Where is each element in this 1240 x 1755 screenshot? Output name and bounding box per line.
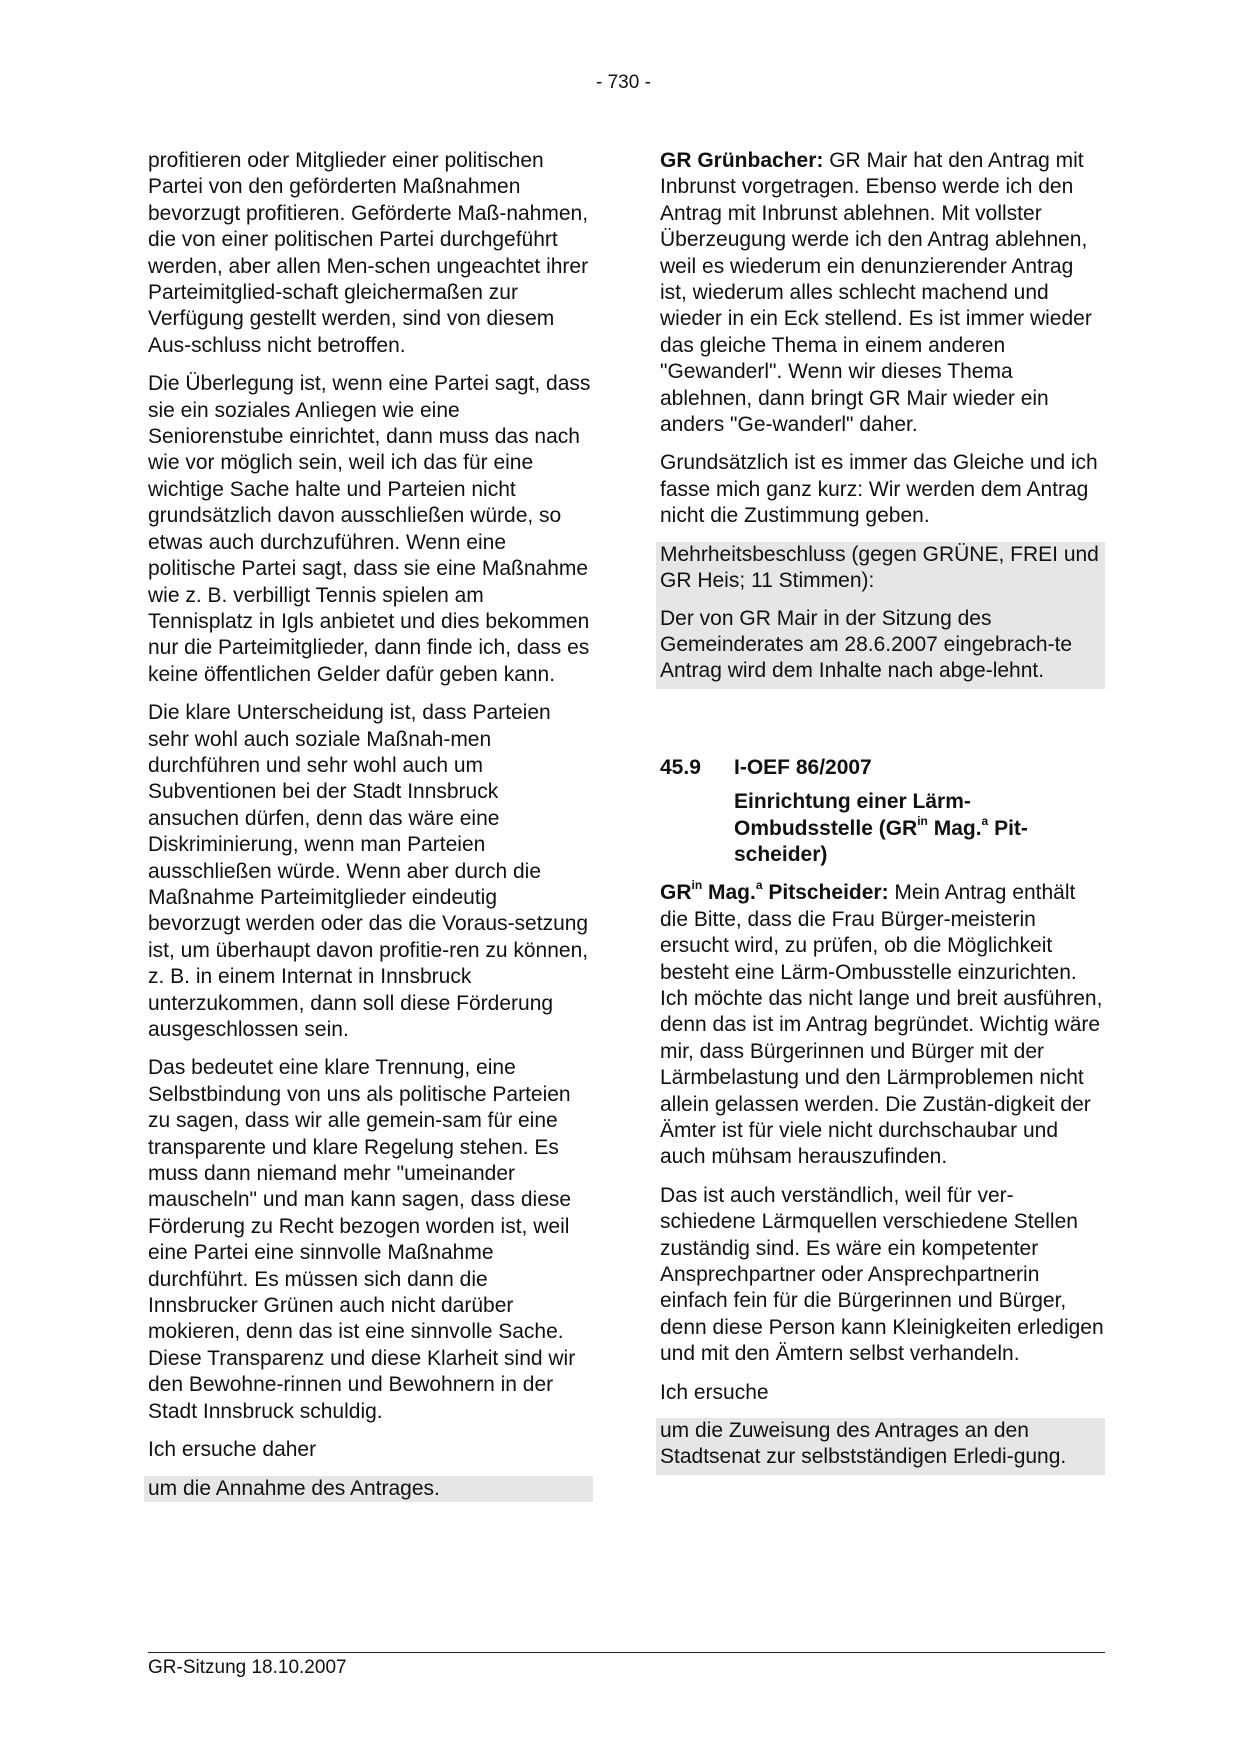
left-paragraph-5: Ich ersuche daher	[148, 1438, 317, 1462]
right-paragraph-3-text: Mein Antrag enthält die Bitte, dass die Frau Bürger-meisterin ersucht wird, zu prüfen, ob die Möglichkeit besteht eine Lärm-Ombusstelle einzurichten. Ich möchte das nicht lange und breit ausführen, denn das ist im Antrag begründet. Wichtig wäre mir, dass Bürgerinnen und Bürger mit der Lärmbelastung und den Lärmproblemen nicht allein gelassen werden. Die Zustän-digkeit der Ämter ist für viele nicht durchschaubar und auch mühsam herauszufinden.	[660, 881, 1103, 1169]
title-sup-a: a	[981, 813, 989, 828]
speaker2-part-a: GR	[660, 881, 692, 905]
title-part-b: Mag.	[927, 816, 982, 840]
speaker2-sup-a: a	[755, 878, 763, 893]
decision-title: Mehrheitsbeschluss (gegen GRÜNE, FREI und GR Heis; 11 Stimmen):	[660, 542, 1099, 593]
agenda-item-code: I-OEF 86/2007	[734, 755, 872, 779]
right-paragraph-4: Das ist auch verständlich, weil für ver-schiedene Lärmquellen verschiedene Stellen zuständig sind. Es wäre ein kompetenter Ansprechpartner oder Ansprechpartnerin einfach fein für die Bürgerinnen und Bürger, denn diese Person kann Kleinigkeiten erledigen und mit den Ämtern selbst verhandeln.	[660, 1183, 1104, 1366]
decision-text: Der von GR Mair in der Sitzung des Gemeinderates am 28.6.2007 eingebrach-te Antrag wird dem Inhalte nach abge-lehnt.	[660, 606, 1073, 683]
speaker2-part-c: Pitscheider:	[762, 881, 889, 905]
agenda-item-heading	[660, 755, 1105, 781]
left-motion-text: um die Annahme des Antrages.	[144, 1476, 593, 1502]
left-column	[148, 148, 593, 1514]
left-paragraph-1: profitieren oder Mitglieder einer politischen Partei von den geförderten Maßnahmen bevorzugt profitieren. Geförderte Maß-nahmen, die von einer politischen Partei durchgeführt werden, aber allen Men-schen ungeachtet ihrer Parteimitglied-schaft gleichermaßen zur Verfügung gestellt werden, sind von diesem Aus-schluss nicht betroffen.	[148, 149, 589, 357]
right-motion-text: um die Zuweisung des Antrages an den Stadtsenat zur selbstständigen Erledi-gung.	[660, 1419, 1067, 1469]
right-column	[660, 148, 1105, 1475]
page-number: - 730 -	[596, 72, 651, 93]
left-paragraph-2: Die Überlegung ist, wenn eine Partei sagt, dass sie ein soziales Anliegen wie eine Seniorenstube einrichtet, dann muss das nach wie vor möglich sein, weil ich das für eine wichtige Sache halte und Parteien nicht grundsätzlich davon ausschließen würde, so etwas auch durchzuführen. Wenn eine politische Partei sagt, dass sie eine Maßnahme wie z. B. verbilligt Tennis spielen am Tennisplatz in Igls anbietet und dies bekommen nur die Parteimitglieder, dann finde ich, dass es keine öffentlichen Gelder dafür geben kann.	[148, 372, 591, 686]
left-paragraph-4: Das bedeutet eine klare Trennung, eine Selbstbindung von uns als politische Parteien zu sagen, dass wir alle gemein-sam für eine transparente und klare Regelung stehen. Es muss dann niemand mehr "umeinander mauscheln" und man kann sagen, dass diese Förderung zu Recht bezogen worden ist, weil eine Partei eine sinnvolle Maßnahme durchführt. Es müssen sich dann die Innsbrucker Grünen auch nicht darüber mokieren, denn das ist eine sinnvolle Sache. Diese Transparenz und diese Klarheit sind wir den Bewohne-rinnen und Bewohnern in der Stadt Innsbruck schuldig.	[148, 1056, 576, 1423]
title-part-c: Pit-scheider)	[734, 816, 1028, 866]
right-paragraph-1	[660, 148, 1105, 438]
footer-session-date: GR-Sitzung 18.10.2007	[148, 1657, 347, 1678]
right-motion	[656, 1418, 1105, 1475]
left-paragraph-3: Die klare Unterscheidung ist, dass Parteien sehr wohl auch soziale Maßnah-men durchführen und sehr wohl auch um Subventionen bei der Stadt Innsbruck ansuchen dürfen, denn das wäre eine Diskriminierung, wenn man Parteien ausschließen würde. Wenn aber durch die Maßnahme Parteimitglieder eindeutig bevorzugt werden oder das die Voraus-setzung ist, um überhaupt davon profitie-ren zu können, z. B. in einem Internat in Innsbruck unterzukommen, dann soll diese Förderung ausgeschlossen sein.	[148, 701, 589, 1041]
title-part-a: Einrichtung einer Lärm-Ombudsstelle (GR	[734, 790, 971, 840]
agenda-item-title	[660, 789, 1105, 868]
title-sup-in: in	[917, 813, 928, 828]
decision-block	[656, 542, 1105, 689]
right-paragraph-5: Ich ersuche	[660, 1380, 769, 1404]
speaker2-sup-in: in	[691, 878, 703, 893]
footer-divider	[148, 1652, 1105, 1653]
speaker-pitscheider	[660, 878, 889, 905]
speaker2-part-b: Mag.	[702, 881, 756, 905]
agenda-item-number: 45.9	[660, 755, 701, 779]
speaker-gruenbacher: GR Grünbacher:	[660, 149, 824, 172]
left-motion	[148, 1476, 593, 1502]
right-paragraph-1-text: GR Mair hat den Antrag mit Inbrunst vorgetragen. Ebenso werde ich den Antrag mit Inbrunst ablehnen. Mit vollster Überzeugung werde ich den Antrag ablehnen, weil es wiederum ein denunzierender Antrag ist, wiederum alles schlecht machend und wieder in ein Eck stellend. Es ist immer wieder das gleiche Thema in einem anderen "Gewanderl". Wenn wir dieses Thema ablehnen, dann bringt GR Mair wieder ein anders "Ge-wanderl" daher.	[660, 149, 1092, 437]
right-paragraph-3	[660, 880, 1105, 1170]
right-paragraph-2: Grundsätzlich ist es immer das Gleiche und ich fasse mich ganz kurz: Wir werden dem Antrag nicht die Zustimmung geben.	[660, 451, 1098, 528]
